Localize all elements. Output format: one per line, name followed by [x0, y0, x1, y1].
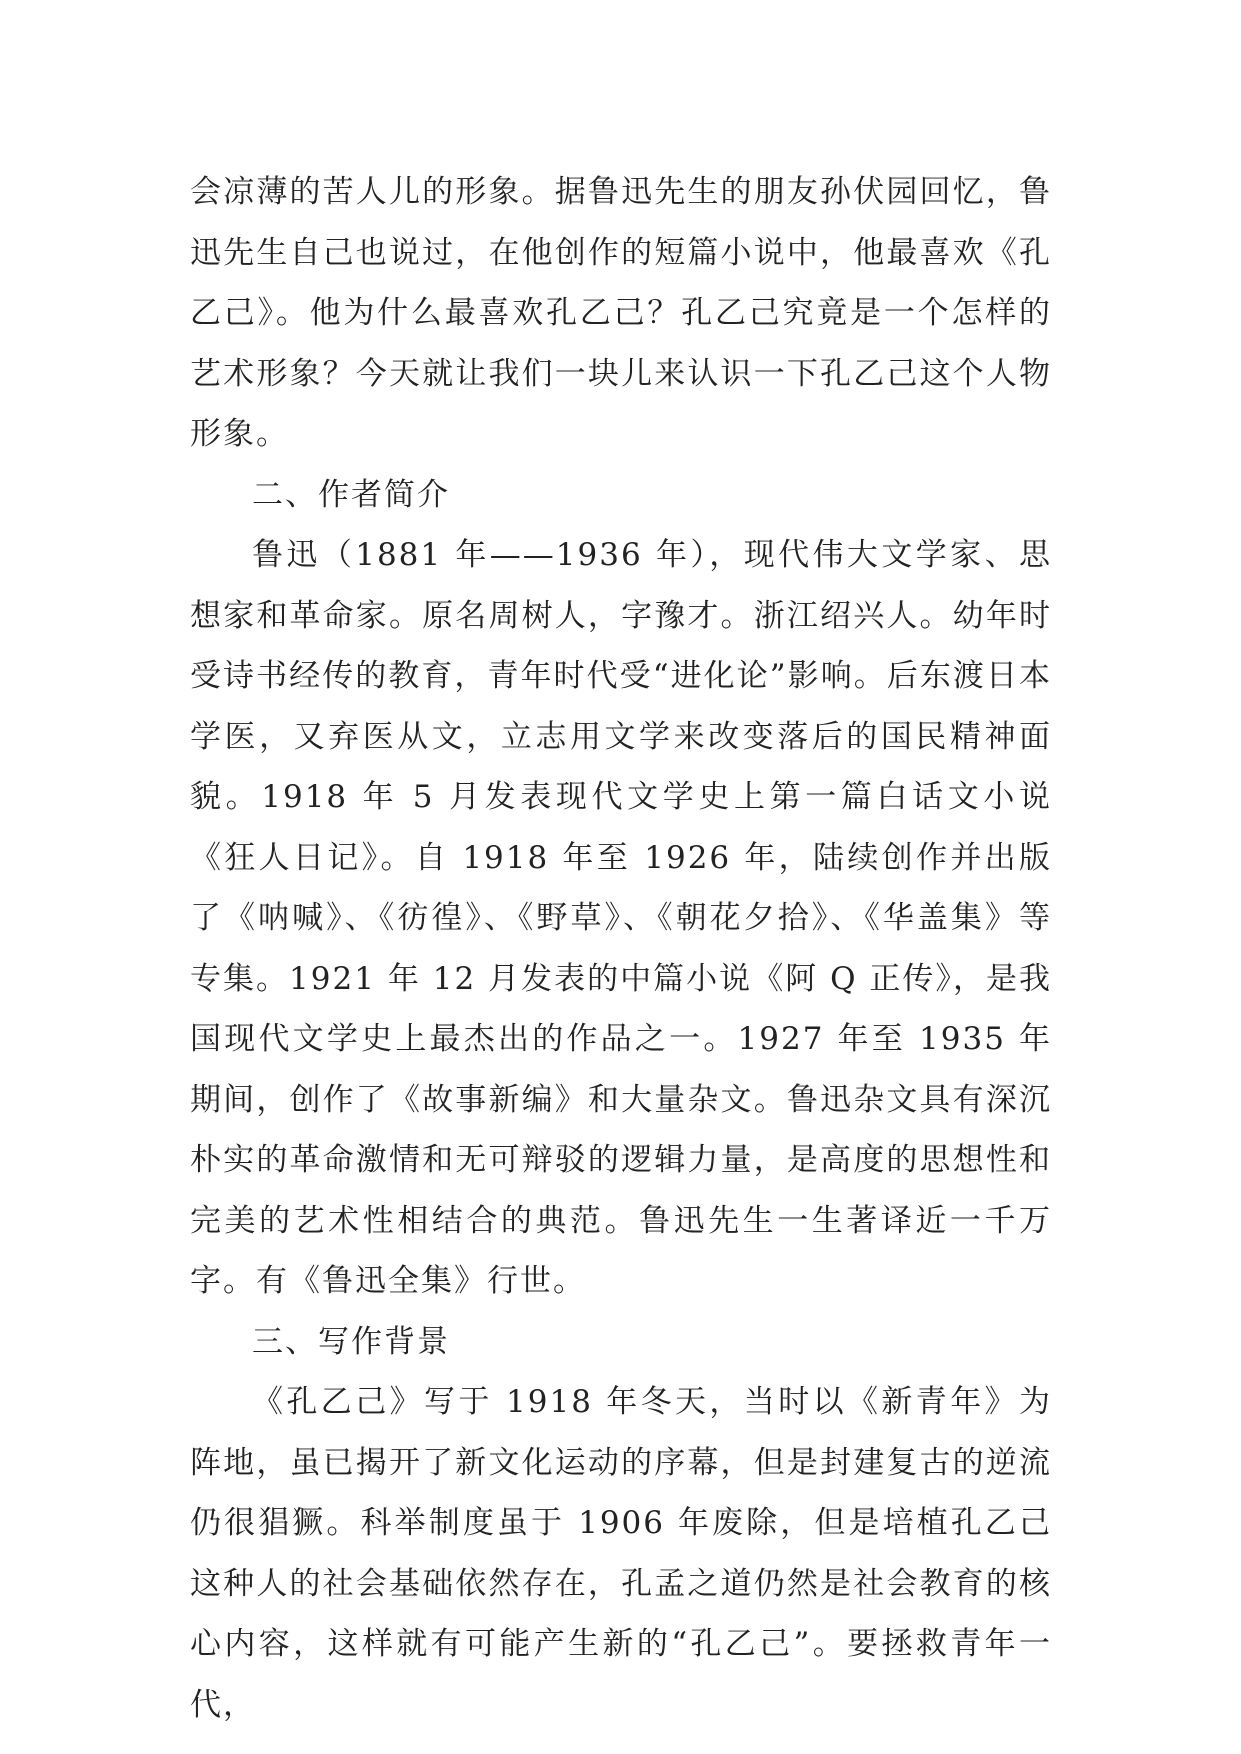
paragraph-author-bio: 鲁迅（1881 年——1936 年），现代伟大文学家、思想家和革命家。原名周树人，字豫才。浙江绍兴人。幼年时受诗书经传的教育，青年时代受“进化论”影响。后东渡日本学医，又弃医从文，立志用文学来改变落后的国民精神面貌。1918 年 5 月发表现代文学史上第一篇白话文小说《狂人日记》。自 1918 年至 1926 年，陆续创作并出版了《呐喊》、《彷徨》、《野草》、《朝花夕拾》、《华盖集》等专集。1921 年 12 月发表的中篇小说《阿 Q 正传》，是我国现代文学史上最杰出的作品之一。1927 年至 1935 年期间，创作了《故事新编》和大量杂文。鲁迅杂文具有深沉朴实的革命激情和无可辩驳的逻辑力量，是高度的思想性和完美的艺术性相结合的典范。鲁迅先生一生著译近一千万字。有《鲁迅全集》行世。 [190, 537, 1052, 1299]
section-heading-background: 三、写作背景 [252, 1323, 450, 1360]
section-heading-author: 二、作者简介 [252, 476, 450, 513]
paragraph-intro-continued: 会凉薄的苦人儿的形象。据鲁迅先生的朋友孙伏园回忆，鲁迅先生自己也说过，在他创作的短篇小说中，他最喜欢《孔乙己》。他为什么最喜欢孔乙己？孔乙己究竟是一个怎样的艺术形象？今天就让我们一块儿来认识一下孔乙己这个人物形象。 [190, 174, 1052, 452]
paragraph-background: 《孔乙己》写于 1918 年冬天，当时以《新青年》为阵地，虽已揭开了新文化运动的序幕，但是封建复古的逆流仍很猖獗。科举制度虽于 1906 年废除，但是培植孔乙己这种人的社会基础依然存在，孔孟之道仍然是社会教育的核心内容，这样就有可能产生新的“孔乙己”。要拯救青年一代， [190, 1384, 1052, 1723]
document-page [190, 162, 1052, 1735]
